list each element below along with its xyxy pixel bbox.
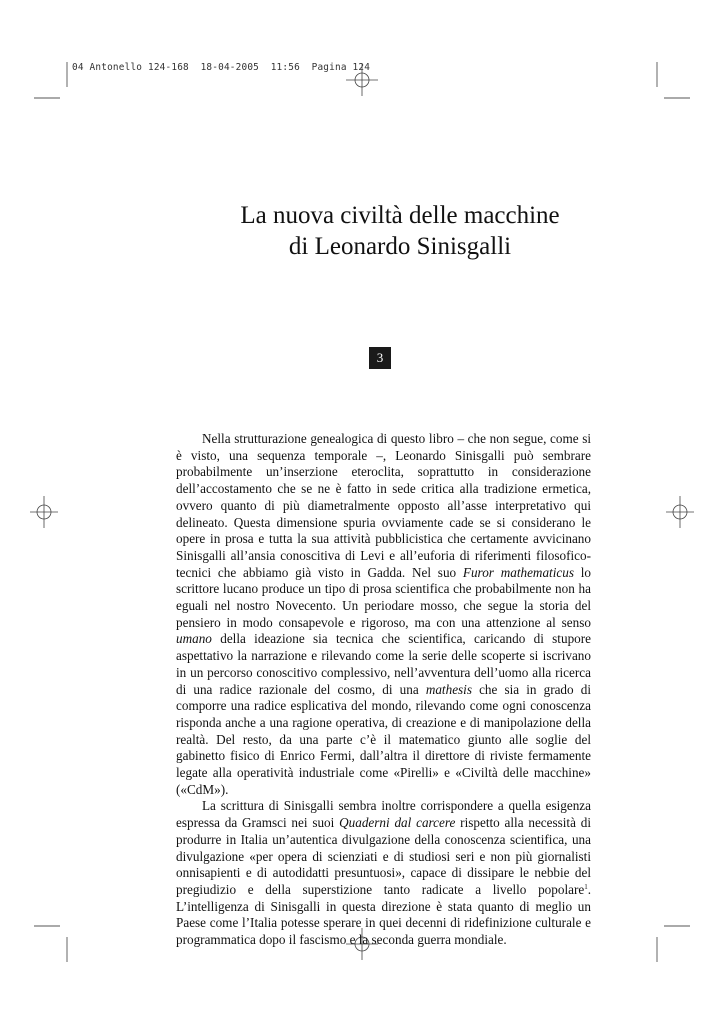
italic-term: mathesis — [425, 681, 472, 697]
chapter-title-line-1: La nuova civiltà delle macchine — [240, 202, 560, 229]
paragraph-text: Nella strutturazione genealogica di questo libro – che non segue, come si è visto, una sequenza temporale –, Leonardo Sinisgalli può sembrare probabilmente un’inserzione eteroclita, soprattutto in considerazione dell’accostamento che se ne è fatto in sede critica alla tradizione ermetica, ovvero quanto di più diametralmente opposto all’asse interpretativo qui delineato. Questa dimensione spuria ovviamente cade se si considerano le opere in prosa e tutta la sua attività pubblicistica che certamente avvicinano Sinisgalli all’ansia conoscitiva di Levi e all’euforia di riferimenti filosofico-tecnici che abbiamo già visto in Gadda. Nel suo — [176, 431, 591, 580]
registration-mark — [346, 64, 378, 96]
paragraph-2 — [176, 798, 591, 948]
paragraph-text: lo scrittore lucano produce un tipo di prosa scientifica che probabilmente non ha eguali nel nostro Novecento. Un periodare mosso, che segue la storia del pensiero in modo consapevole e rigoroso, ma con una attenzione al senso — [176, 564, 591, 630]
paragraph-text: La scrittura di Sinisgalli sembra inoltre corrispondere a quella esigenza espressa da Gramsci nei suoi — [176, 798, 591, 831]
paragraph-1 — [176, 431, 591, 798]
italic-title: Quaderni dal carcere — [339, 815, 456, 831]
chapter-number-badge: 3 — [369, 347, 391, 369]
italic-title: Furor mathematicus — [462, 564, 574, 580]
paragraph-text: che sia in grado di comporre una radice esplicativa del mondo, rilevando come ogni conoscenza risponda anche a una ragione operativa, di creazione e di manipolazione della realtà. Del resto, da una parte c’è il matematico giunto alle soglie del gabinetto fisico di Enrico Fermi, dall’altra il direttore di riviste fermamente legate alla operatività industriale come «Pirelli» e «Civiltà delle macchine» («CdM»). — [176, 681, 591, 797]
print-slug-line: 04 Antonello 124-168 18-04-2005 11:56 Pagina 124 — [72, 62, 371, 73]
paragraph-text: . L’intelligenza di Sinisgalli in questa direzione è stata quanto di meglio un Paese come l’Italia potesse sperare in quei decenni di ridefinizione culturale e programmatica dopo il fascismo e la seconda guerra mondiale. — [176, 881, 591, 948]
footnote-marker: 1 — [584, 882, 588, 891]
registration-mark — [30, 496, 58, 528]
chapter-title — [150, 200, 650, 262]
body-text — [176, 431, 591, 949]
registration-mark — [666, 496, 694, 528]
paragraph-text: della ideazione sia tecnica che scientifica, caricando di stupore aspettativo la narrazione e rilevando come la serie delle scoperte si iscrivano in un percorso conoscitivo complessivo, nell’avventura dell’uomo alla ricerca di una radice razionale del cosmo, di una — [176, 631, 591, 697]
italic-term: umano — [176, 631, 212, 647]
chapter-title-line-2: di Leonardo Sinisgalli — [288, 233, 512, 260]
paragraph-text: rispetto alla necessità di produrre in Italia un’autentica divulgazione della conoscenza scientifica, una divulgazione «per opera di scienziati e di studiosi seri e non più giornalisti onnisapienti e di autodidatti presuntuosi», capace di dissipare le nebbie del pregiudizio e della superstizione tanto radicate a livello popolare — [176, 815, 591, 897]
